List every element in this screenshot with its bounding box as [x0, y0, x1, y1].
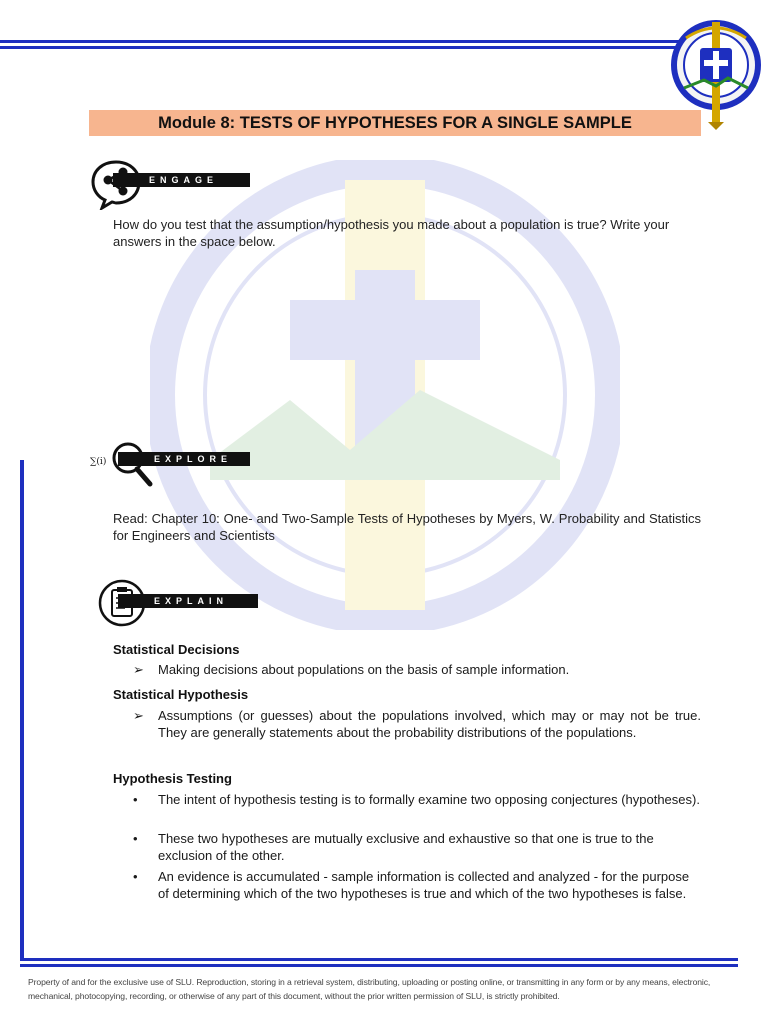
module-title: Module 8: TESTS OF HYPOTHESES FOR A SINGLE SAMPLE [89, 110, 701, 136]
footer-rule-bottom [20, 964, 738, 967]
explain-tag: EXPLAIN [118, 594, 258, 608]
list-item: • These two hypotheses are mutually exclusive and exhaustive so that one is true to the exclusion of the other. [133, 831, 654, 863]
list-item: • The intent of hypothesis testing is to formally examine two opposing conjectures (hypotheses). [133, 792, 700, 807]
heading-statistical-hypothesis: Statistical Hypothesis [113, 687, 249, 702]
list-item: ➢ Assumptions (or guesses) about the populations involved, which may or may not be true. They are generally statements about the probability distributions of the populations. [133, 708, 701, 740]
bullet-dot-icon: • [133, 869, 138, 884]
explore-tag: EXPLORE [118, 452, 250, 466]
engage-question: How do you test that the assumption/hypothesis you made about a population is true? Write your answers in the space below. [113, 217, 670, 249]
engage-tag: ENGAGE [113, 173, 250, 187]
svg-text:∑(i): ∑(i) [90, 457, 107, 467]
copyright-footer: Property of and for the exclusive use of SLU. Reproduction, storing in a retrieval system, distributing, uploading or posting online, or transmitting in any form or by any means, electronic, mechanical, photocopying, recording, or otherwise of any part of this document, without the prior written permission of SLU, is strictly prohibited. [28, 977, 711, 1001]
list-item: ➢ Making decisions about populations on the basis of sample information. [133, 662, 570, 677]
header-rule-bottom [0, 46, 735, 49]
arrow-bullet-icon: ➢ [133, 708, 144, 723]
bullet-dot-icon: • [133, 831, 138, 846]
explore-reading: Read: Chapter 10: One- and Two-Sample Tests of Hypotheses by Myers, W. Probability and Statistics for Engineers and Scientists [113, 511, 701, 543]
left-margin-bar [20, 460, 24, 960]
list-item: • An evidence is accumulated - sample information is collected and analyzed - for the purpose of determining which of the two hypotheses is true and which of the two hypotheses is false. [133, 869, 690, 901]
arrow-bullet-icon: ➢ [133, 662, 144, 677]
footer-rule-top [20, 958, 738, 961]
header-rule-top [0, 40, 735, 43]
heading-statistical-decisions: Statistical Decisions [113, 642, 240, 657]
heading-hypothesis-testing: Hypothesis Testing [113, 771, 232, 786]
bullet-dot-icon: • [133, 792, 138, 807]
